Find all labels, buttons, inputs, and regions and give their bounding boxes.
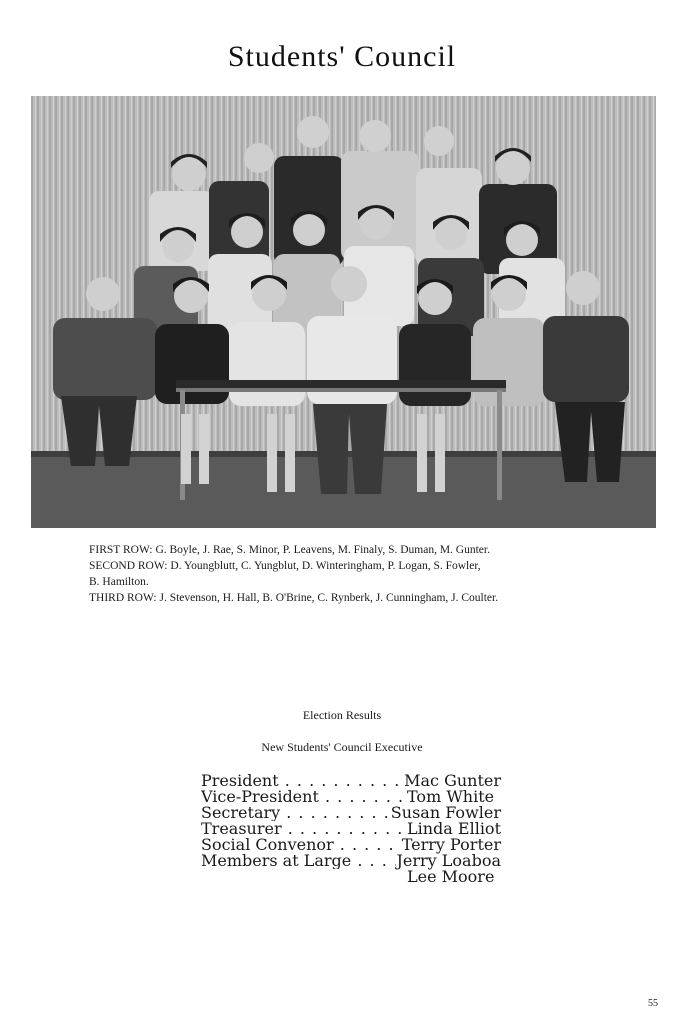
caption-second-row-continued: B. Hamilton.: [89, 576, 149, 588]
roster-role: Treasurer . . .: [201, 821, 407, 837]
election-subheading: New Students' Council Executive: [261, 740, 423, 754]
roster-name: Terry Porter: [401, 835, 501, 854]
roster-role: Social Convenor . . .: [201, 837, 402, 853]
roster-role: Members at Large . . .: [201, 853, 396, 869]
election-heading: Election Results: [302, 708, 382, 722]
roster-name: Tom White: [407, 787, 495, 806]
page-number: 55: [648, 998, 658, 1009]
caption-second-row: SECOND ROW: D. Youngblutt, C. Yungblut, D. Winteringham, P. Logan, S. Fowler,: [89, 560, 481, 572]
page-title: Students' Council: [227, 40, 457, 73]
executive-roster: [201, 773, 501, 885]
roster-name: Mac Gunter: [404, 771, 501, 790]
caption-first-row: FIRST ROW: G. Boyle, J. Rae, S. Minor, P. Leavens, M. Finaly, S. Duman, M. Gunter.: [89, 544, 490, 556]
photo-caption: [89, 542, 629, 606]
group-photo: [31, 96, 656, 528]
roster-role: President . . .: [201, 773, 404, 789]
group-photo-illustration: [31, 96, 656, 528]
roster-role: Vice-President . . .: [201, 789, 407, 805]
roster-name: Jerry Loaboa: [396, 851, 501, 870]
roster-role: Secretary . . .: [201, 805, 391, 821]
roster-name: Linda Elliot: [406, 819, 501, 838]
roster-name: Lee Moore: [407, 867, 495, 886]
roster-name: Susan Fowler: [390, 803, 501, 822]
caption-third-row: THIRD ROW: J. Stevenson, H. Hall, B. O'Brine, C. Rynberk, J. Cunningham, J. Coulter.: [89, 592, 499, 604]
roster-row: [201, 869, 501, 885]
